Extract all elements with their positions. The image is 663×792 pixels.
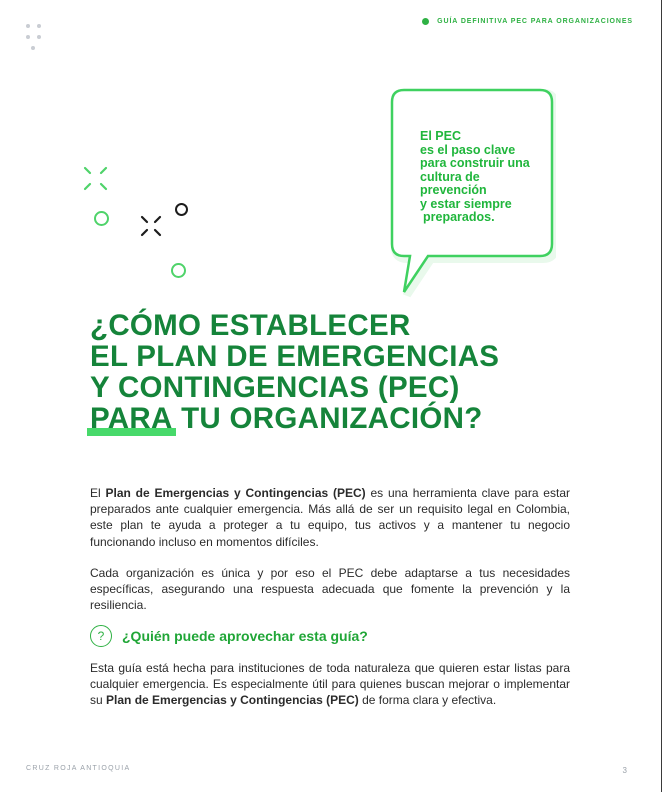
- header-label: [422, 18, 633, 25]
- text-run: es una herramienta clave para estar preparados ante cualquier emergencia. Más allá de ser un requisito legal en Colombia, este plan te ayuda a proteger a tu equipo, tus activos y a mantener tu negocio funcionando incluso en momentos difíciles.: [90, 486, 570, 549]
- title-line-4: [90, 403, 610, 434]
- callout-line: es el paso clave: [420, 142, 516, 157]
- title-line: EL PLAN DE EMERGENCIAS: [90, 340, 500, 373]
- black-circle-icon: [175, 203, 188, 216]
- page-edge-divider: [661, 0, 663, 792]
- black-spark-icon: [139, 214, 163, 238]
- intro-paragraph-2: Cada organización es única y por eso el PEC debe adaptarse a tus necesidades específicas, asegurando una respuesta adecuada que fomente la prevención y la resiliencia.: [90, 566, 570, 613]
- title-line-rest: TU ORGANIZACIÓN?: [172, 402, 483, 435]
- title-line: ¿CÓMO ESTABLECER: [90, 309, 411, 342]
- title-highlight: PARA: [90, 402, 173, 435]
- page-number: 3: [622, 766, 627, 775]
- text-run: Esta guía está hecha para instituciones de toda naturaleza que quieren estar listas para cualquier emergencia. Es especialmente útil para quienes buscan mejorar o implementar su: [90, 661, 570, 708]
- green-spark-icon: [82, 165, 110, 193]
- green-circle-icon: [94, 211, 109, 226]
- callout-text: [420, 130, 544, 225]
- title-line: Y CONTINGENCIAS (PEC): [90, 371, 460, 404]
- green-circle-small-icon: [171, 263, 186, 278]
- question-heading: ¿Quién puede aprovechar esta guía?: [122, 628, 368, 644]
- pec-name-bold: Plan de Emergencias y Contingencias (PEC): [105, 486, 366, 500]
- callout-line: y estar siempre: [420, 196, 512, 211]
- decorative-dots: [26, 24, 44, 54]
- question-heading-row: [90, 625, 368, 647]
- callout-line: preparados.: [423, 210, 495, 224]
- page-title: [90, 310, 610, 434]
- text-run: de forma clara y efectiva.: [358, 693, 497, 708]
- audience-paragraph: [90, 660, 570, 709]
- callout-line: cultura de: [420, 169, 480, 184]
- callout-line: El PEC: [420, 129, 461, 143]
- pec-name-bold: Plan de Emergencias y Contingencias (PEC): [106, 693, 359, 708]
- header-dot-icon: [422, 18, 429, 25]
- intro-paragraph-1: [90, 485, 570, 550]
- header-label-text: GUÍA DEFINITIVA PEC PARA ORGANIZACIONES: [437, 18, 633, 25]
- speech-bubble-callout: [388, 88, 556, 298]
- text-run: El: [90, 486, 106, 500]
- footer-organization: CRUZ ROJA ANTIOQUIA: [26, 765, 131, 772]
- callout-line: prevención: [420, 183, 487, 197]
- question-circle-icon: ?: [90, 625, 112, 647]
- callout-line: para construir una: [420, 156, 530, 170]
